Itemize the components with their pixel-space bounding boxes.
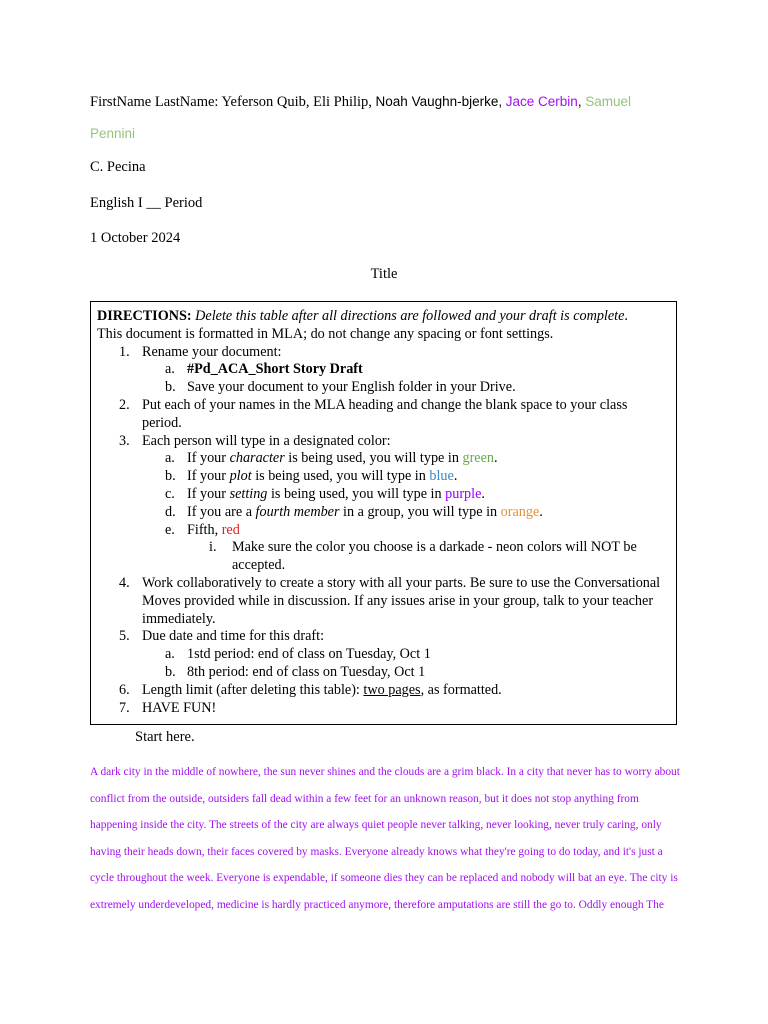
color-word-red: red bbox=[221, 521, 240, 538]
directions-instruction: Delete this table after all directions are followed and your draft is complete bbox=[195, 308, 625, 324]
list-number: 1. bbox=[119, 343, 130, 360]
list-item-3b bbox=[97, 468, 670, 486]
directions-list bbox=[97, 344, 670, 718]
list-text: , as formatted. bbox=[420, 681, 502, 698]
directions-heading bbox=[97, 308, 670, 326]
list-text: Work collaboratively to create a story with all your parts. Be sure to use the Conversational Moves provided while in discussion. If any issues arise in your group, talk to your teacher immediately. bbox=[142, 574, 661, 627]
list-text: If your bbox=[187, 485, 230, 502]
list-item-1 bbox=[97, 344, 670, 362]
list-number: e. bbox=[165, 521, 175, 538]
emphasis-plot: plot bbox=[229, 468, 252, 485]
list-text: Each person will type in a designated color: bbox=[142, 432, 391, 449]
list-item-2 bbox=[97, 397, 670, 433]
list-number: 3. bbox=[119, 432, 130, 449]
list-number: 7. bbox=[119, 699, 130, 716]
story-body bbox=[90, 759, 682, 918]
list-text: . bbox=[539, 503, 543, 520]
list-text: is being used, you will type in bbox=[267, 485, 446, 502]
list-text: If your bbox=[187, 450, 230, 467]
story-line: cycle throughout the week. Everyone is expendable, if someone dies they can be replaced and nobody will bat an eye. The city is bbox=[90, 872, 678, 884]
list-number: a. bbox=[165, 361, 175, 378]
list-text: is being used, you will type in bbox=[251, 468, 430, 485]
list-number: 6. bbox=[119, 681, 130, 698]
underlined-length: two pages bbox=[363, 681, 421, 698]
list-item-4 bbox=[97, 575, 670, 628]
directions-label: DIRECTIONS: bbox=[97, 308, 192, 324]
emphasis-character: character bbox=[229, 450, 285, 467]
story-line: extremely underdeveloped, medicine is hardly practiced anymore, therefore amputations are still the go to. Oddly enough The bbox=[90, 898, 664, 911]
list-text: . bbox=[481, 485, 485, 502]
list-item-3d bbox=[97, 504, 670, 522]
teacher-name: C. Pecina bbox=[90, 159, 146, 175]
directions-table bbox=[90, 301, 677, 725]
list-item-3e-i bbox=[97, 539, 670, 575]
list-text: . bbox=[493, 450, 498, 467]
list-text: Due date and time for this draft: bbox=[142, 628, 325, 645]
list-text: in a group, you will type in bbox=[339, 503, 501, 520]
list-number: c. bbox=[165, 485, 175, 502]
list-text: If you are a bbox=[187, 503, 256, 520]
list-number: 5. bbox=[119, 628, 130, 645]
list-text: 8th period: end of class on Tuesday, Oct 1 bbox=[187, 663, 426, 680]
list-number: 4. bbox=[119, 574, 130, 591]
story-line: conflict from the outside, outsiders fall dead within a few feet for an unknown reason, but it does not stop anything from bbox=[90, 792, 639, 805]
list-item-7 bbox=[97, 700, 670, 718]
name-samuel: Samuel bbox=[585, 94, 631, 109]
list-item-5a bbox=[97, 646, 670, 664]
list-number: b. bbox=[165, 663, 176, 680]
format-note: This document is formatted in MLA; do not change any spacing or font settings. bbox=[97, 325, 554, 342]
list-number: i. bbox=[209, 539, 217, 556]
list-text: HAVE FUN! bbox=[142, 699, 217, 716]
document-name-format: #Pd_ACA_Short Story Draft bbox=[187, 361, 363, 378]
color-word-orange: orange bbox=[500, 503, 540, 520]
list-item-5b bbox=[97, 664, 670, 682]
list-text: Fifth, bbox=[187, 521, 222, 538]
list-item-6 bbox=[97, 682, 670, 700]
list-text: 1std period: end of class on Tuesday, Oct 1 bbox=[187, 646, 431, 663]
emphasis-setting: setting bbox=[229, 485, 268, 502]
date-line: 1 October 2024 bbox=[90, 230, 181, 246]
list-number: d. bbox=[165, 503, 176, 520]
color-word-purple: purple bbox=[445, 485, 482, 502]
name-label: FirstName LastName: Yeferson Quib, Eli Philip, bbox=[90, 94, 372, 110]
list-text: Make sure the color you choose is a darkade - neon colors will NOT be accepted. bbox=[232, 539, 637, 574]
list-number: b. bbox=[165, 379, 176, 396]
list-text: If your bbox=[187, 468, 230, 485]
list-item-1a bbox=[97, 361, 670, 379]
story-line: A dark city in the middle of nowhere, the sun never shines and the clouds are a grim black. In a city that never has to worry about bbox=[90, 766, 680, 778]
list-text: is being used, you will type in bbox=[284, 450, 463, 467]
list-item-3 bbox=[97, 433, 670, 451]
color-word-green: green bbox=[462, 450, 494, 467]
list-text: . bbox=[453, 468, 458, 485]
course-period: English I __ Period bbox=[90, 195, 203, 211]
list-text: Rename your document: bbox=[142, 343, 282, 360]
list-number: a. bbox=[165, 646, 175, 663]
list-text: Put each of your names in the MLA heading and change the blank space to your class period. bbox=[142, 396, 628, 431]
color-word-blue: blue bbox=[429, 468, 454, 485]
list-item-1b bbox=[97, 379, 670, 397]
list-item-3c bbox=[97, 486, 670, 504]
start-here-label: Start here. bbox=[135, 729, 195, 745]
name-comma: , bbox=[577, 94, 582, 109]
story-line: having their heads down, their faces covered by masks. Everyone already knows what they're going to do today, and it's just a bbox=[90, 845, 663, 858]
list-item-5 bbox=[97, 628, 670, 646]
list-item-3a bbox=[97, 450, 670, 468]
document-title: Title bbox=[370, 266, 398, 282]
list-number: b. bbox=[165, 468, 176, 485]
name-noah: Noah Vaughn-bjerke, bbox=[375, 94, 503, 109]
mla-name-line bbox=[90, 94, 631, 111]
list-number: a. bbox=[165, 450, 175, 467]
story-line: happening inside the city. The streets of the city are always quiet people never talking, never looking, never truly caring, only bbox=[90, 819, 662, 831]
name-jace: Jace Cerbin bbox=[505, 94, 578, 109]
directions-period: . bbox=[624, 308, 628, 324]
list-text: Length limit (after deleting this table): bbox=[142, 681, 364, 698]
list-item-3e bbox=[97, 522, 670, 540]
name-pennini: Pennini bbox=[90, 126, 136, 141]
list-number: 2. bbox=[119, 396, 130, 413]
emphasis-fourth-member: fourth member bbox=[255, 503, 340, 520]
list-text: Save your document to your English folder in your Drive. bbox=[187, 379, 516, 396]
